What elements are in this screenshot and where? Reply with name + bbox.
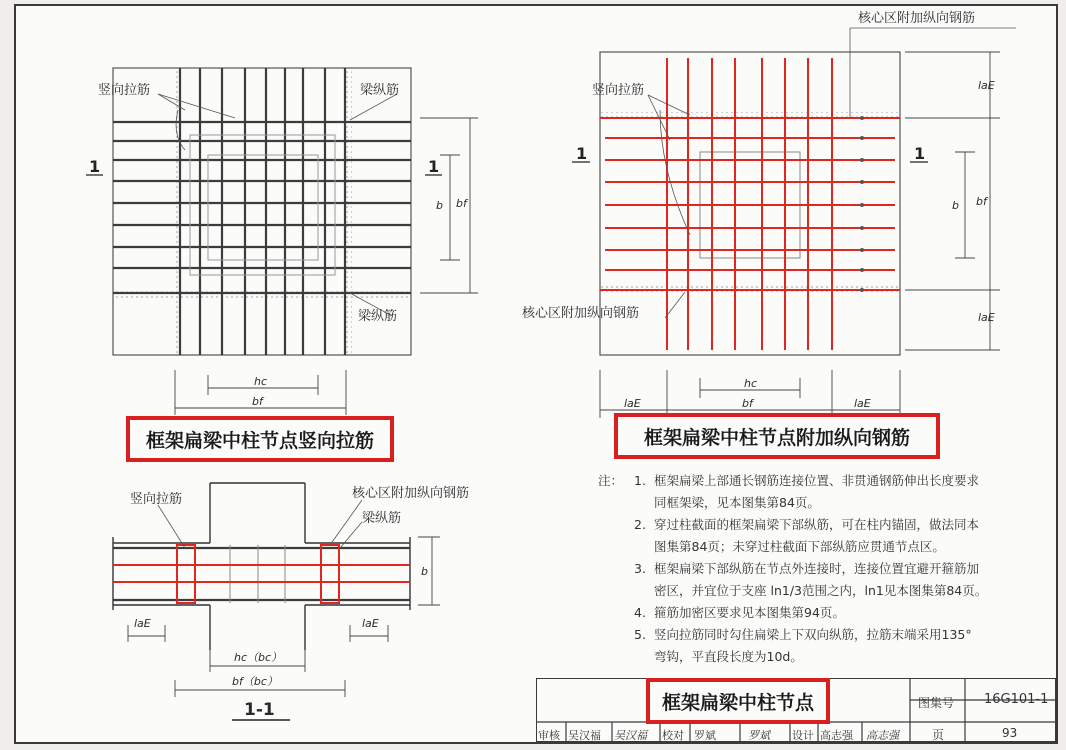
checker-name: 罗斌 (694, 729, 716, 742)
fig1-plan (86, 68, 478, 415)
note-line: 框架扁梁下部纵筋在节点外连接时，连接位置宜避开箍筋加 (654, 561, 980, 576)
atlas-label: 图集号 (918, 696, 955, 710)
fig2-dim-b: b (952, 199, 959, 212)
fig2-dim-lae-left: laE (624, 397, 641, 410)
design-label: 设计 (792, 729, 814, 742)
designer-name: 高志强 (820, 729, 853, 742)
fig2-title-box (614, 413, 940, 459)
fig3-label-vertical-tie: 竖向拉筋 (130, 492, 183, 507)
fig3-label-beam-long: 梁纵筋 (362, 511, 402, 526)
note-item-1 (598, 470, 1038, 492)
drawing-title: 框架扁梁中柱节点 (661, 691, 814, 714)
fig2-dim-bf: bf (742, 397, 753, 410)
note-line: 密区，并宜位于支座 ln1/3范围之内，ln1见本图集第84页。 (654, 583, 988, 598)
fig1-horizontal-bars (113, 122, 411, 293)
fig2-dim-lae-top: laE (978, 79, 995, 92)
notes-prefix: 注： (598, 473, 624, 488)
fig3-dim-b: b (421, 565, 428, 578)
fig1-label-beam-long-top: 梁纵筋 (360, 83, 400, 98)
fig1-vertical-bars (180, 68, 345, 355)
fig1-core-stirrups (190, 135, 335, 275)
note-line: 框架扁梁上部通长钢筋连接位置、非贯通钢筋伸出长度要求 (654, 473, 980, 488)
fig2-dim-bf-vertical: bf (976, 195, 987, 208)
note-item-2-cont (598, 536, 1038, 558)
designer-signature: 高志强 (866, 729, 899, 742)
fig1-label-beam-long-bottom: 梁纵筋 (358, 309, 398, 324)
note-line: 竖向拉筋同时勾住扁梁上下双向纵筋，拉筋末端采用135° (654, 627, 972, 642)
note-num: 2. (634, 517, 646, 532)
reviewer-name: 吴汉福 (568, 729, 601, 742)
fig1-dim-b: b (436, 199, 443, 212)
fig3-dark-bars (113, 548, 410, 600)
check-label: 校对 (662, 729, 684, 742)
page-label: 页 (932, 728, 945, 742)
fig3-dim-bf: bf（bc） (232, 675, 278, 688)
fig3-label-core: 核心区附加纵向钢筋 (352, 486, 470, 501)
fig2-dim-hc: hc (744, 377, 758, 390)
note-item-4 (598, 602, 1038, 624)
fig1-dim-vertical (420, 118, 478, 293)
fig1-section-mark-left: 1 (89, 157, 101, 176)
fig3-dim-lae-right: laE (362, 617, 379, 630)
note-item-5-cont (598, 646, 1038, 668)
note-num: 1. (634, 473, 646, 488)
note-item-3-cont (598, 580, 1038, 602)
atlas-number: 16G101-1 (984, 692, 1049, 707)
fig1-title-box (126, 416, 394, 462)
fig1-dim-bf-vertical: bf (456, 197, 467, 210)
fig1-dim-bf: bf (252, 395, 263, 408)
fig1-title: 框架扁梁中柱节点竖向拉筋 (145, 429, 374, 452)
fig2-outline (600, 52, 900, 355)
note-line: 弯钩，平直段长度为10d。 (654, 649, 803, 664)
fig3-dims (128, 537, 440, 697)
fig3-dim-lae-left: laE (134, 617, 151, 630)
fig2-red-horizontal-bars (600, 118, 900, 290)
checker-signature: 罗斌 (748, 729, 770, 742)
note-item-3 (598, 558, 1038, 580)
fig3-red-ties (113, 545, 410, 603)
fig2-section-mark-right: 1 (914, 144, 926, 163)
fig2-tie-dots (860, 116, 864, 292)
note-line: 穿过柱截面的框架扁梁下部纵筋，可在柱内锚固，做法同本 (654, 517, 980, 532)
fig3-stirrups (230, 545, 285, 603)
note-num: 3. (634, 561, 646, 576)
fig1-label-vertical-tie: 竖向拉筋 (98, 83, 151, 98)
reviewer-signature: 吴汉福 (614, 729, 647, 742)
fig1-section-mark-right: 1 (428, 157, 440, 176)
fig3-title: 1-1 (244, 700, 275, 720)
note-line: 图集第84页；未穿过柱截面下部纵筋应贯通节点区。 (654, 539, 945, 554)
fig1-leaders (158, 94, 397, 316)
fig2-title: 框架扁梁中柱节点附加纵向钢筋 (643, 426, 910, 449)
review-label: 审核 (538, 729, 560, 742)
drawing-title-box (646, 678, 830, 724)
fig3-leaders (158, 500, 362, 548)
fig1-col-edge-right (346, 68, 352, 355)
note-line: 同框架梁，见本图集第84页。 (654, 495, 820, 510)
fig2-section-mark-left: 1 (576, 144, 588, 163)
note-item-1-cont (598, 492, 1038, 514)
notes-block (598, 470, 1038, 668)
fig2-dim-lae-bottom: laE (978, 311, 995, 324)
fig2-dim-lae-right: laE (854, 397, 871, 410)
fig1-dim-hc: hc (254, 375, 268, 388)
fig3-dim-hc: hc（bc） (234, 651, 283, 664)
fig2-label-core-bottom: 核心区附加纵向钢筋 (522, 306, 640, 321)
fig2-label-core-top: 核心区附加纵向钢筋 (858, 11, 976, 26)
note-num: 5. (634, 627, 646, 642)
fig2-label-vertical-tie: 竖向拉筋 (592, 83, 645, 98)
page-number: 93 (1002, 726, 1018, 740)
note-item-5 (598, 624, 1038, 646)
note-line: 箍筋加密区要求见本图集第94页。 (654, 605, 845, 620)
note-num: 4. (634, 605, 646, 620)
note-item-2 (598, 514, 1038, 536)
